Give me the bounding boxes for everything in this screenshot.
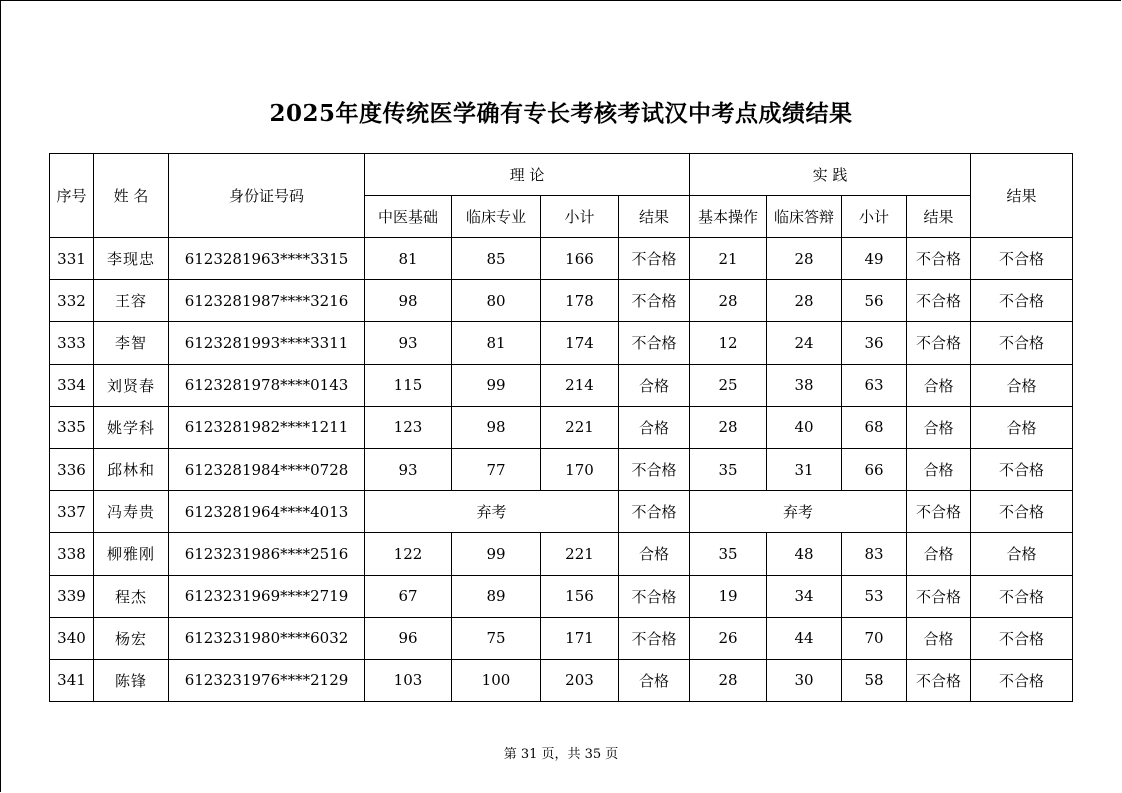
header-practice-operation: 基本操作 xyxy=(690,196,767,238)
cell-practice-defense: 38 xyxy=(767,364,842,406)
cell-practice-operation: 28 xyxy=(690,659,767,701)
header-id: 身份证号码 xyxy=(169,154,365,238)
cell-practice-defense: 28 xyxy=(767,280,842,322)
cell-practice-result: 不合格 xyxy=(907,491,971,533)
score-table xyxy=(49,153,1073,702)
table-row xyxy=(50,322,1073,364)
header-seq: 序号 xyxy=(50,154,94,238)
cell-theory-basic: 67 xyxy=(365,575,452,617)
cell-practice-operation: 35 xyxy=(690,448,767,490)
cell-theory-subtotal: 203 xyxy=(541,659,619,701)
header-theory-basic: 中医基础 xyxy=(365,196,452,238)
cell-seq: 338 xyxy=(50,533,94,575)
cell-practice-result: 不合格 xyxy=(907,659,971,701)
cell-theory-subtotal: 178 xyxy=(541,280,619,322)
cell-name: 邱林和 xyxy=(94,448,169,490)
cell-result: 不合格 xyxy=(971,575,1073,617)
cell-practice-defense: 40 xyxy=(767,406,842,448)
cell-theory-basic: 93 xyxy=(365,322,452,364)
header-row-1 xyxy=(50,154,1073,196)
cell-practice-result: 合格 xyxy=(907,364,971,406)
cell-practice-subtotal: 49 xyxy=(842,238,907,280)
cell-theory-basic: 122 xyxy=(365,533,452,575)
cell-theory-result: 不合格 xyxy=(619,238,690,280)
cell-theory-result: 合格 xyxy=(619,364,690,406)
cell-practice-operation: 21 xyxy=(690,238,767,280)
cell-result: 不合格 xyxy=(971,659,1073,701)
cell-seq: 332 xyxy=(50,280,94,322)
table-row xyxy=(50,659,1073,701)
cell-id: 6123281963****3315 xyxy=(169,238,365,280)
cell-practice-result: 不合格 xyxy=(907,575,971,617)
cell-practice-subtotal: 53 xyxy=(842,575,907,617)
cell-theory-clinical: 98 xyxy=(452,406,541,448)
table-row xyxy=(50,280,1073,322)
cell-name: 李智 xyxy=(94,322,169,364)
cell-theory-subtotal: 156 xyxy=(541,575,619,617)
cell-theory-clinical: 77 xyxy=(452,448,541,490)
cell-practice-subtotal: 68 xyxy=(842,406,907,448)
table-row xyxy=(50,364,1073,406)
cell-theory-clinical: 75 xyxy=(452,617,541,659)
cell-result: 不合格 xyxy=(971,491,1073,533)
cell-theory-subtotal: 221 xyxy=(541,406,619,448)
cell-name: 柳雅刚 xyxy=(94,533,169,575)
table-row xyxy=(50,448,1073,490)
cell-id: 6123281964****4013 xyxy=(169,491,365,533)
cell-theory-subtotal: 174 xyxy=(541,322,619,364)
cell-id: 6123231986****2516 xyxy=(169,533,365,575)
cell-theory-clinical: 89 xyxy=(452,575,541,617)
cell-theory-clinical: 80 xyxy=(452,280,541,322)
cell-name: 程杰 xyxy=(94,575,169,617)
table-row xyxy=(50,238,1073,280)
header-practice: 实 践 xyxy=(690,154,971,196)
cell-theory-clinical: 99 xyxy=(452,533,541,575)
cell-practice-subtotal: 58 xyxy=(842,659,907,701)
cell-theory-basic: 81 xyxy=(365,238,452,280)
cell-id: 6123281982****1211 xyxy=(169,406,365,448)
cell-result: 合格 xyxy=(971,533,1073,575)
header-theory-clinical: 临床专业 xyxy=(452,196,541,238)
cell-theory-basic: 93 xyxy=(365,448,452,490)
cell-practice-result: 不合格 xyxy=(907,280,971,322)
cell-practice-operation: 35 xyxy=(690,533,767,575)
cell-theory-basic: 115 xyxy=(365,364,452,406)
table-row xyxy=(50,406,1073,448)
cell-theory-clinical: 81 xyxy=(452,322,541,364)
cell-practice-subtotal: 63 xyxy=(842,364,907,406)
cell-theory-subtotal: 214 xyxy=(541,364,619,406)
cell-seq: 341 xyxy=(50,659,94,701)
cell-result: 合格 xyxy=(971,364,1073,406)
cell-practice-result: 合格 xyxy=(907,617,971,659)
header-theory: 理 论 xyxy=(365,154,690,196)
cell-seq: 333 xyxy=(50,322,94,364)
cell-practice-defense: 48 xyxy=(767,533,842,575)
cell-practice-result: 合格 xyxy=(907,533,971,575)
table-row xyxy=(50,617,1073,659)
cell-theory-result: 不合格 xyxy=(619,448,690,490)
cell-theory-basic: 98 xyxy=(365,280,452,322)
cell-practice-defense: 28 xyxy=(767,238,842,280)
cell-practice-absent: 弃考 xyxy=(690,491,907,533)
cell-id: 6123281993****3311 xyxy=(169,322,365,364)
table-row xyxy=(50,575,1073,617)
cell-result: 不合格 xyxy=(971,617,1073,659)
header-result: 结果 xyxy=(971,154,1073,238)
document-title: 2025年度传统医学确有专长考核考试汉中考点成绩结果 xyxy=(269,100,853,127)
cell-practice-subtotal: 56 xyxy=(842,280,907,322)
cell-theory-result: 不合格 xyxy=(619,617,690,659)
cell-id: 6123281987****3216 xyxy=(169,280,365,322)
cell-practice-operation: 19 xyxy=(690,575,767,617)
cell-seq: 336 xyxy=(50,448,94,490)
cell-result: 不合格 xyxy=(971,322,1073,364)
cell-practice-subtotal: 70 xyxy=(842,617,907,659)
header-theory-subtotal: 小计 xyxy=(541,196,619,238)
cell-theory-absent: 弃考 xyxy=(365,491,619,533)
cell-practice-operation: 28 xyxy=(690,406,767,448)
cell-theory-result: 合格 xyxy=(619,533,690,575)
cell-theory-result: 合格 xyxy=(619,406,690,448)
cell-id: 6123281978****0143 xyxy=(169,364,365,406)
cell-name: 刘贤春 xyxy=(94,364,169,406)
cell-theory-result: 合格 xyxy=(619,659,690,701)
cell-practice-defense: 34 xyxy=(767,575,842,617)
header-practice-defense: 临床答辩 xyxy=(767,196,842,238)
cell-practice-subtotal: 83 xyxy=(842,533,907,575)
cell-practice-result: 合格 xyxy=(907,448,971,490)
page-number: 第 31 页，共 35 页 xyxy=(503,747,619,762)
header-practice-subtotal: 小计 xyxy=(842,196,907,238)
cell-id: 6123231976****2129 xyxy=(169,659,365,701)
cell-theory-basic: 103 xyxy=(365,659,452,701)
cell-theory-subtotal: 166 xyxy=(541,238,619,280)
cell-practice-subtotal: 36 xyxy=(842,322,907,364)
table-row xyxy=(50,491,1073,533)
table-row xyxy=(50,533,1073,575)
cell-theory-clinical: 100 xyxy=(452,659,541,701)
cell-name: 杨宏 xyxy=(94,617,169,659)
cell-practice-result: 合格 xyxy=(907,406,971,448)
cell-practice-defense: 24 xyxy=(767,322,842,364)
cell-name: 王容 xyxy=(94,280,169,322)
cell-practice-defense: 31 xyxy=(767,448,842,490)
cell-theory-clinical: 99 xyxy=(452,364,541,406)
cell-name: 陈锋 xyxy=(94,659,169,701)
cell-practice-defense: 30 xyxy=(767,659,842,701)
cell-seq: 337 xyxy=(50,491,94,533)
cell-result: 合格 xyxy=(971,406,1073,448)
cell-id: 6123231980****6032 xyxy=(169,617,365,659)
cell-seq: 331 xyxy=(50,238,94,280)
cell-theory-basic: 123 xyxy=(365,406,452,448)
cell-theory-basic: 96 xyxy=(365,617,452,659)
cell-result: 不合格 xyxy=(971,280,1073,322)
cell-practice-operation: 28 xyxy=(690,280,767,322)
cell-id: 6123281984****0728 xyxy=(169,448,365,490)
cell-result: 不合格 xyxy=(971,238,1073,280)
cell-practice-subtotal: 66 xyxy=(842,448,907,490)
cell-name: 李现忠 xyxy=(94,238,169,280)
cell-theory-clinical: 85 xyxy=(452,238,541,280)
cell-practice-result: 不合格 xyxy=(907,238,971,280)
cell-theory-result: 不合格 xyxy=(619,575,690,617)
cell-practice-result: 不合格 xyxy=(907,322,971,364)
cell-theory-result: 不合格 xyxy=(619,322,690,364)
cell-practice-operation: 26 xyxy=(690,617,767,659)
cell-theory-result: 不合格 xyxy=(619,280,690,322)
cell-practice-defense: 44 xyxy=(767,617,842,659)
header-theory-result: 结果 xyxy=(619,196,690,238)
cell-theory-subtotal: 170 xyxy=(541,448,619,490)
cell-practice-operation: 12 xyxy=(690,322,767,364)
cell-practice-operation: 25 xyxy=(690,364,767,406)
cell-name: 姚学科 xyxy=(94,406,169,448)
cell-seq: 335 xyxy=(50,406,94,448)
cell-theory-result: 不合格 xyxy=(619,491,690,533)
cell-result: 不合格 xyxy=(971,448,1073,490)
cell-theory-subtotal: 221 xyxy=(541,533,619,575)
header-practice-result: 结果 xyxy=(907,196,971,238)
cell-seq: 340 xyxy=(50,617,94,659)
cell-theory-subtotal: 171 xyxy=(541,617,619,659)
cell-seq: 334 xyxy=(50,364,94,406)
cell-seq: 339 xyxy=(50,575,94,617)
header-name: 姓 名 xyxy=(94,154,169,238)
cell-name: 冯寿贵 xyxy=(94,491,169,533)
cell-id: 6123231969****2719 xyxy=(169,575,365,617)
